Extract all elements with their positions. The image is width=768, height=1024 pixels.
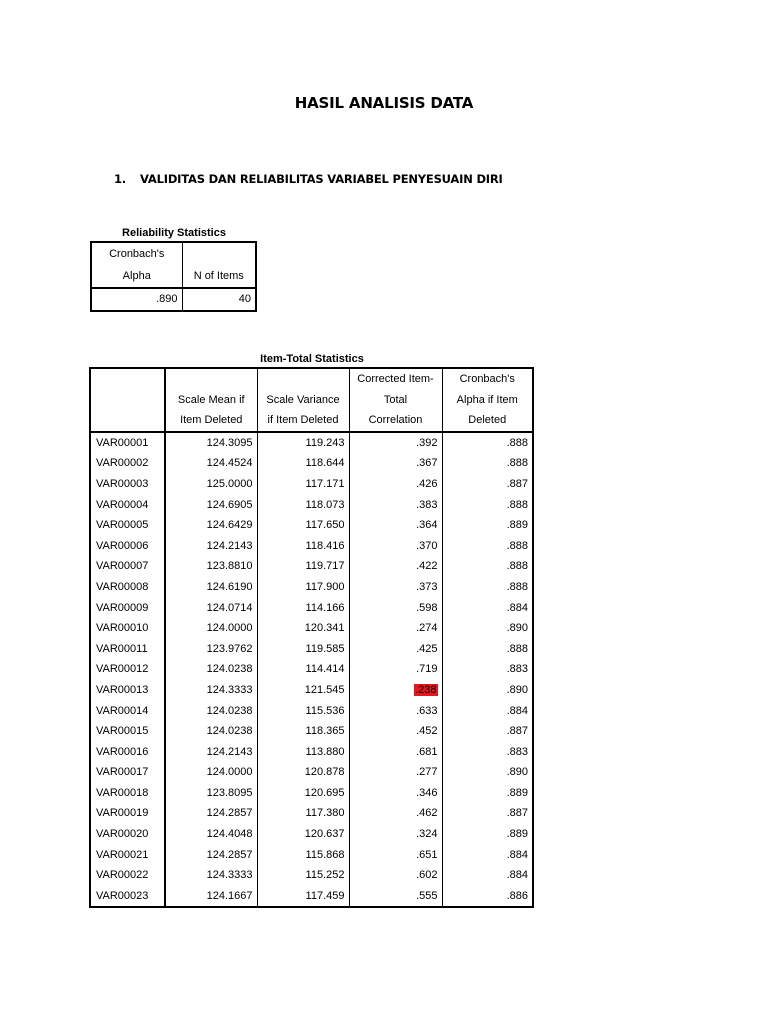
table-row [90,803,533,824]
table-row [90,474,533,495]
corrected-correlation-cell: .602 [349,865,442,886]
reliability-value-row [91,288,256,311]
corrected-correlation-cell: .422 [349,556,442,577]
corrected-correlation-cell: .425 [349,639,442,660]
table-row [90,701,533,722]
header-c2-line1 [257,368,349,390]
item-label: VAR00006 [90,536,165,557]
alpha-if-deleted-cell: .884 [442,865,533,886]
scale-variance-cell: 115.252 [257,865,349,886]
document-title: HASIL ANALISIS DATA [294,94,474,112]
scale-mean-cell: 124.0238 [165,721,257,742]
header-c4-line2: Alpha if Item [442,390,533,411]
highlighted-correlation-value: .238 [415,683,437,696]
scale-mean-cell: 124.0714 [165,598,257,619]
header-c1-line2: Scale Mean if [165,390,257,411]
alpha-if-deleted-cell: .888 [442,453,533,474]
alpha-if-deleted-cell: .888 [442,639,533,660]
scale-mean-cell: 124.0238 [165,659,257,680]
item-label: VAR00003 [90,474,165,495]
scale-variance-cell: 117.171 [257,474,349,495]
alpha-if-deleted-cell: .889 [442,824,533,845]
scale-variance-cell: 120.695 [257,783,349,804]
alpha-if-deleted-cell: .890 [442,762,533,783]
scale-variance-cell: 114.414 [257,659,349,680]
alpha-if-deleted-cell: .887 [442,803,533,824]
item-label: VAR00023 [90,886,165,908]
table-row [90,495,533,516]
item-label: VAR00005 [90,515,165,536]
table-row [90,536,533,557]
table-row [90,515,533,536]
alpha-if-deleted-cell: .890 [442,618,533,639]
scale-variance-cell: 117.459 [257,886,349,908]
corrected-correlation-cell: .364 [349,515,442,536]
scale-mean-cell: 124.1667 [165,886,257,908]
corrected-correlation-cell: .274 [349,618,442,639]
table-row [90,639,533,660]
header-c2-line3: if Item Deleted [257,410,349,432]
item-label: VAR00008 [90,577,165,598]
alpha-if-deleted-cell: .884 [442,845,533,866]
table-row [90,742,533,763]
header-empty [182,242,256,265]
alpha-if-deleted-cell: .886 [442,886,533,908]
alpha-if-deleted-cell: .887 [442,721,533,742]
header-label-empty [90,368,165,390]
corrected-correlation-cell [349,680,442,701]
scale-variance-cell: 120.878 [257,762,349,783]
item-total-caption: Item-Total Statistics [260,353,364,365]
corrected-correlation-cell: .426 [349,474,442,495]
alpha-if-deleted-cell: .888 [442,556,533,577]
scale-mean-cell: 124.6429 [165,515,257,536]
table-row [90,432,533,454]
alpha-if-deleted-cell: .883 [442,742,533,763]
scale-variance-cell: 119.585 [257,639,349,660]
header-c3-line1: Corrected Item- [349,368,442,390]
item-total-statistics-table [89,367,534,908]
scale-mean-cell: 124.4524 [165,453,257,474]
item-label: VAR00022 [90,865,165,886]
table-row [90,845,533,866]
table-row [90,783,533,804]
item-label: VAR00010 [90,618,165,639]
table-row [90,865,533,886]
header-c1-line1 [165,368,257,390]
header-alpha-line1: Cronbach's [109,248,165,260]
item-label: VAR00002 [90,453,165,474]
corrected-correlation-cell: .370 [349,536,442,557]
item-label: VAR00016 [90,742,165,763]
scale-mean-cell: 124.3333 [165,865,257,886]
scale-mean-cell: 125.0000 [165,474,257,495]
cronbach-alpha-value: .890 [156,293,178,305]
table-row [90,556,533,577]
n-items-value: 40 [182,288,256,311]
scale-variance-cell: 118.644 [257,453,349,474]
corrected-correlation-cell: .367 [349,453,442,474]
section-number: 1. [114,172,126,186]
scale-mean-cell: 124.3333 [165,680,257,701]
scale-mean-cell: 124.6905 [165,495,257,516]
reliability-statistics-table [90,241,257,312]
reliability-header-row-2 [91,265,256,288]
item-label: VAR00018 [90,783,165,804]
scale-mean-cell: 124.4048 [165,824,257,845]
alpha-if-deleted-cell: .884 [442,701,533,722]
scale-mean-cell: 124.0000 [165,762,257,783]
corrected-correlation-cell: .633 [349,701,442,722]
corrected-correlation-cell: .277 [349,762,442,783]
alpha-if-deleted-cell: .888 [442,495,533,516]
table-row [90,886,533,908]
header-c3-line2: Total [349,390,442,411]
scale-mean-cell: 124.2143 [165,536,257,557]
item-label: VAR00015 [90,721,165,742]
scale-variance-cell: 115.868 [257,845,349,866]
scale-variance-cell: 114.166 [257,598,349,619]
alpha-if-deleted-cell: .890 [442,680,533,701]
corrected-correlation-cell: .373 [349,577,442,598]
corrected-correlation-cell: .452 [349,721,442,742]
scale-variance-cell: 117.650 [257,515,349,536]
corrected-correlation-cell: .383 [349,495,442,516]
scale-variance-cell: 120.637 [257,824,349,845]
header-c4-line1: Cronbach's [442,368,533,390]
table-row [90,577,533,598]
item-label: VAR00013 [90,680,165,701]
header-alpha-line2: Alpha [91,265,182,288]
corrected-correlation-cell: .598 [349,598,442,619]
scale-mean-cell: 124.2143 [165,742,257,763]
header-c1-line3: Item Deleted [165,410,257,432]
header-label-empty [90,390,165,411]
section-heading [114,172,503,186]
item-label: VAR00004 [90,495,165,516]
alpha-if-deleted-cell: .884 [442,598,533,619]
alpha-if-deleted-cell: .888 [442,432,533,454]
header-c2-line2: Scale Variance [257,390,349,411]
scale-variance-cell: 118.073 [257,495,349,516]
reliability-caption: Reliability Statistics [122,227,226,239]
scale-variance-cell: 117.900 [257,577,349,598]
scale-mean-cell: 124.3095 [165,432,257,454]
table-row [90,824,533,845]
scale-variance-cell: 119.243 [257,432,349,454]
table-row [90,680,533,701]
item-label: VAR00017 [90,762,165,783]
scale-variance-cell: 115.536 [257,701,349,722]
alpha-if-deleted-cell: .883 [442,659,533,680]
scale-variance-cell: 118.365 [257,721,349,742]
scale-variance-cell: 118.416 [257,536,349,557]
item-label: VAR00021 [90,845,165,866]
item-total-header-row-3 [90,410,533,432]
item-total-header-row-2 [90,390,533,411]
header-c4-line3: Deleted [442,410,533,432]
item-label: VAR00014 [90,701,165,722]
item-label: VAR00019 [90,803,165,824]
scale-variance-cell: 120.341 [257,618,349,639]
alpha-if-deleted-cell: .887 [442,474,533,495]
corrected-correlation-cell: .324 [349,824,442,845]
corrected-correlation-cell: .392 [349,432,442,454]
item-label: VAR00001 [90,432,165,454]
corrected-correlation-cell: .346 [349,783,442,804]
item-label: VAR00012 [90,659,165,680]
scale-mean-cell: 123.8810 [165,556,257,577]
scale-variance-cell: 119.717 [257,556,349,577]
item-total-header-row-1 [90,368,533,390]
scale-variance-cell: 113.880 [257,742,349,763]
item-label: VAR00020 [90,824,165,845]
scale-variance-cell: 121.545 [257,680,349,701]
corrected-correlation-cell: .719 [349,659,442,680]
header-c3-line3: Correlation [349,410,442,432]
scale-mean-cell: 124.2857 [165,845,257,866]
alpha-if-deleted-cell: .888 [442,577,533,598]
header-label-empty [90,410,165,432]
scale-mean-cell: 124.0000 [165,618,257,639]
item-label: VAR00011 [90,639,165,660]
section-title: VALIDITAS DAN RELIABILITAS VARIABEL PENYESUAIN DIRI [140,172,503,186]
corrected-correlation-cell: .462 [349,803,442,824]
corrected-correlation-cell: .651 [349,845,442,866]
scale-mean-cell: 124.0238 [165,701,257,722]
alpha-if-deleted-cell: .889 [442,515,533,536]
table-row [90,618,533,639]
header-n-items: N of Items [182,265,256,288]
reliability-header-row-1 [91,242,256,265]
table-row [90,453,533,474]
item-label: VAR00007 [90,556,165,577]
scale-mean-cell: 123.9762 [165,639,257,660]
scale-mean-cell: 124.2857 [165,803,257,824]
corrected-correlation-cell: .681 [349,742,442,763]
alpha-if-deleted-cell: .889 [442,783,533,804]
corrected-correlation-cell: .555 [349,886,442,908]
scale-mean-cell: 123.8095 [165,783,257,804]
table-row [90,659,533,680]
alpha-if-deleted-cell: .888 [442,536,533,557]
table-row [90,598,533,619]
table-row [90,721,533,742]
scale-mean-cell: 124.6190 [165,577,257,598]
scale-variance-cell: 117.380 [257,803,349,824]
item-label: VAR00009 [90,598,165,619]
table-row [90,762,533,783]
